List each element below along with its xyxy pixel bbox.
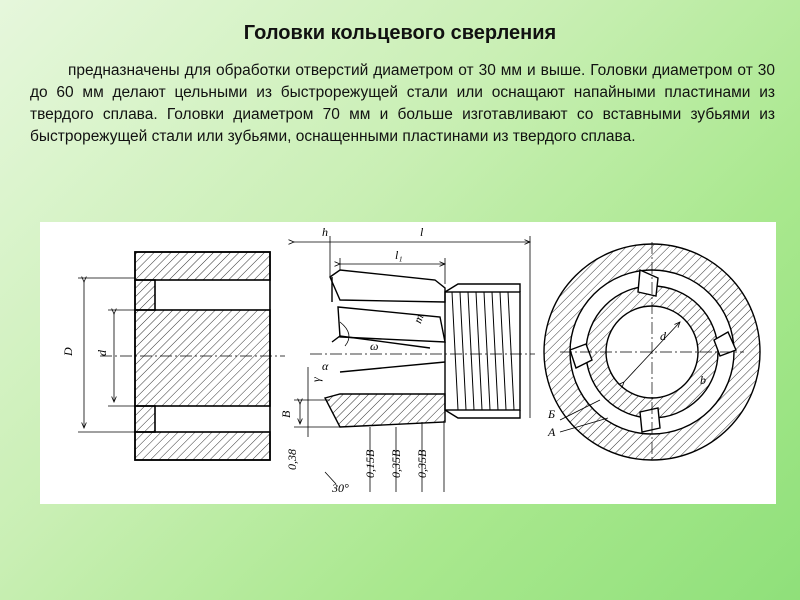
tool-end-view (544, 242, 760, 462)
section-view (100, 252, 285, 460)
label-l: l (420, 225, 424, 239)
label-l1: l₁ (395, 248, 403, 262)
label-letter-B: Б (548, 407, 556, 421)
label-D: D (61, 347, 75, 356)
tool-dimensions (294, 236, 530, 492)
label-m: m (410, 312, 427, 326)
tool-side-view (310, 270, 535, 427)
label-circle-d: d (660, 329, 666, 343)
label-letter-A: А (548, 425, 556, 439)
label-omega: ω (370, 339, 379, 353)
slide-paragraph: предназначены для обработки отверстий диаметром от 30 мм и выше. Головки диаметром от 30 до 60 мм делают цельными из быстрорежущей стали или оснащают напайными пластинами из твердого сплава. Головки диаметром 70 мм и больше изготавливают со вставными зубьями из быстрорежущей стали или зубьями, оснащенными пластинами из твердого сплава. (30, 62, 775, 145)
label-h: h (322, 225, 328, 239)
label-gamma: γ (309, 377, 323, 382)
label-B: B (279, 410, 293, 418)
label-circle-b: b (700, 373, 706, 387)
label-015B: 0,15B (363, 449, 377, 478)
label-angle30: 30° (332, 481, 349, 495)
label-035B-a: 0,35B (389, 449, 403, 478)
label-035B-b: 0,35B (415, 449, 429, 478)
label-d: d (95, 350, 109, 356)
label-alpha: α (322, 359, 329, 373)
slide-title: Головки кольцевого сверления (243, 22, 557, 44)
label-038: 0,38 (285, 449, 299, 470)
technical-drawing (40, 222, 776, 504)
